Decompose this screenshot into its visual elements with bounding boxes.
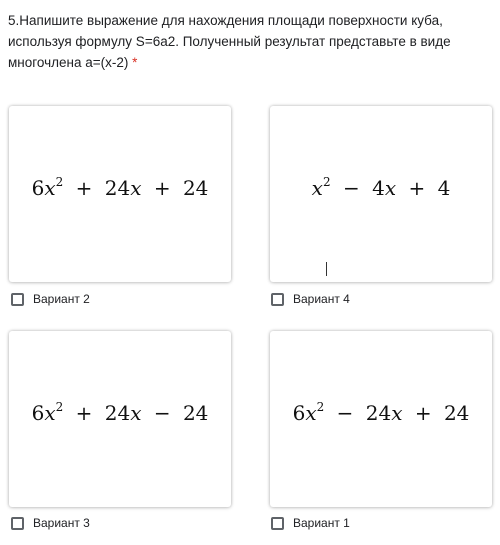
checkbox-1[interactable] (11, 293, 24, 306)
option-expression-1: $6x^2 + 24x + 24$ (31, 175, 209, 200)
option-checkbox-row-3[interactable] (11, 513, 90, 533)
checkbox-3[interactable] (11, 517, 24, 530)
option-expression-2: $x^2 - 4x + 4$ (311, 175, 451, 200)
option-label-3: Вариант 3 (33, 516, 90, 530)
option-expression-4: $6x^2 - 24x + 24$ (292, 400, 470, 425)
checkbox-2[interactable] (271, 293, 284, 306)
option-checkbox-row-4[interactable] (271, 513, 350, 533)
option-checkbox-row-1[interactable] (11, 289, 90, 309)
option-image-card-2[interactable] (270, 106, 492, 282)
checkbox-4[interactable] (271, 517, 284, 530)
option-expression-3: $6x^2 + 24x - 24$ (31, 400, 209, 425)
question-title (8, 10, 492, 73)
option-label-4: Вариант 1 (293, 516, 350, 530)
option-image-card-1[interactable] (9, 106, 231, 282)
question-text: 5.Напишите выражение для нахождения площади поверхности куба, используя формулу S=6a2. Полученный результат представьте в виде многочлена a=(x-2) (8, 13, 451, 70)
option-checkbox-row-2[interactable] (271, 289, 350, 309)
option-label-1: Вариант 2 (33, 292, 90, 306)
option-label-2: Вариант 4 (293, 292, 350, 306)
option-image-card-3[interactable] (9, 331, 231, 507)
text-cursor-icon (326, 262, 327, 276)
option-image-card-4[interactable] (270, 331, 492, 507)
required-asterisk: * (132, 55, 138, 70)
